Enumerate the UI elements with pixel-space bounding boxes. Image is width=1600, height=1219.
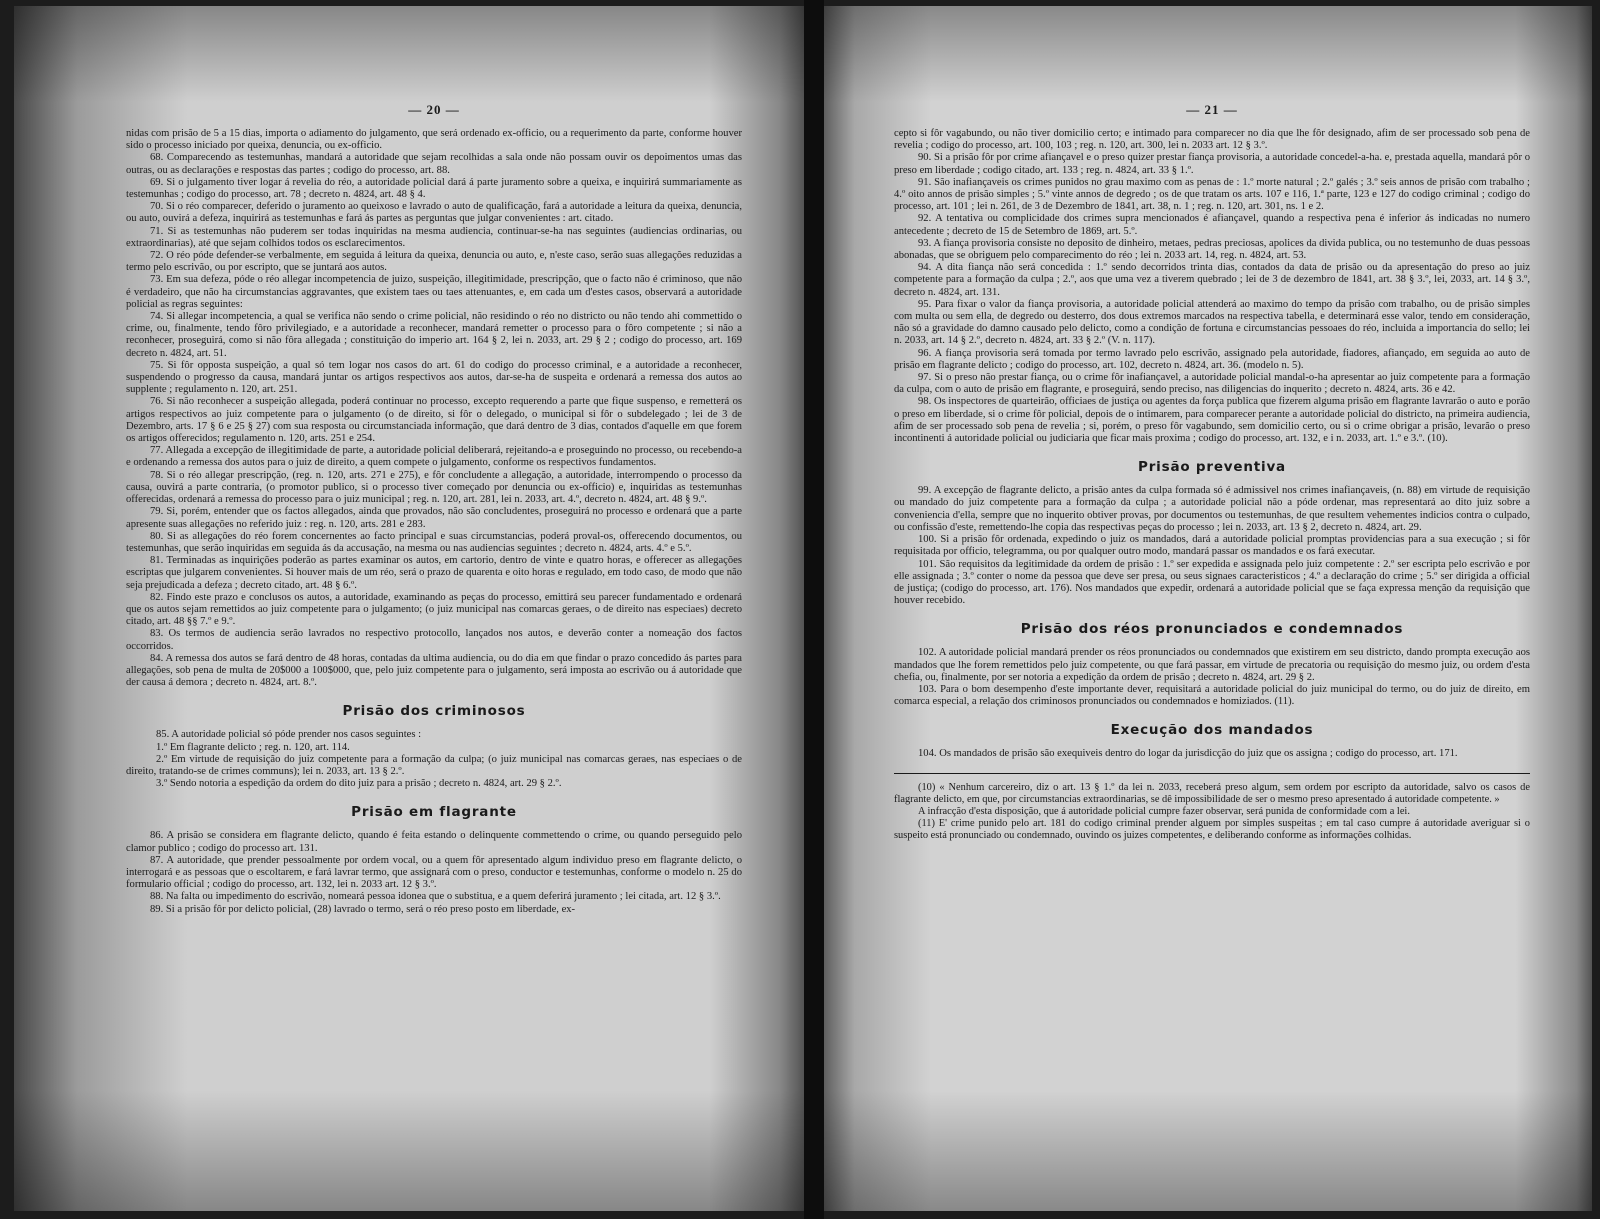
paragraph: 80. Si as allegações do réo forem concernentes ao facto principal e suas circumstancias, poderá proval-os, offerecendo documentos, ou testemunhas, que serão inquiridas em seguida ás da accusação, na mesma ou nas audiencias seguintes ; decreto n. 4824, arts. 4.º e 5.º.: [126, 530, 742, 554]
list-item: 2.º Em virtude de requisição do juiz competente para a formação da culpa; (o juiz municipal nas comarcas geraes, nas especiaes o de direito, tratando-se de crimes communs); lei n. 2033, art. 13 § 2.º.: [126, 753, 742, 777]
section-block: [126, 128, 742, 689]
paragraph: 92. A tentativa ou complicidade dos crimes supra mencionados é afiançavel, quando a respectiva pena é inferior ás indicadas no numero antecedente ; decreto de 15 de Setembro de 1869, art. 5.º.: [894, 213, 1530, 237]
paragraph: 89. Si a prisão fôr por delicto policial, (28) lavrado o termo, será o réo preso posto em liberdade, ex-: [150, 903, 576, 915]
paragraph: 95. Para fixar o valor da fiança provisoria, a autoridade policial attenderá ao maximo do tempo da prisão com trabalho, ou de prisão simples com multa ou sem ella, de degredo ou desterro, dos dous extremos marcados na respectiva tabella, e determinará esse valor, tendo em consideração, não só a gravidade do damno causado pelo delicto, como a condição de fortuna e circumstancias pessoaes do réo, incluida a importancia do sello; lei n. 2033, art. 14 § 2.º, decreto n. 4824, art. 33 § 2.º (V. n. 117).: [894, 298, 1530, 347]
paragraph: 90. Si a prisão fôr por crime afiançavel e o preso quizer prestar fiança provisoria, a autoridade concedel-a-ha. e, prestada aquella, mandará pôr o preso em liberdade ; codigo citado, art. 133 ; reg. n. 4824, art. 33 § 1.º.: [894, 152, 1530, 176]
paragraph: 93. A fiança provisoria consiste no deposito de dinheiro, metaes, pedras preciosas, apolices da divida publica, ou no testemunho de duas pessoas abonadas, que se obriguem pelo comparecimento do réo ; lei n. 2033 art. 14, reg. n. 4824, art. 53.: [894, 237, 1530, 262]
paragraph: 72. O réo póde defender-se verbalmente, em seguida á leitura da queixa, denuncia ou auto, e, n'este caso, serão suas allegações reduzidas a termo pelo escrivão, ou por escripto, que se juntará aos autos.: [126, 250, 742, 274]
paragraph: 83. Os termos de audiencia serão lavrados no respectivo protocollo, lançados nos autos, e deverão conter a nomeação dos factos occorridos.: [126, 628, 742, 652]
section-heading: Prisão preventiva: [1138, 459, 1286, 476]
section-block: [126, 729, 742, 790]
paragraph: 77. Allegada a excepção de illegitimidade de parte, a autoridade policial deliberará, rejeitando-a e proseguindo no processo, ou recebendo-a e ordenando a remessa dos autos para o juiz de direito, a quem compete o julgamento, conforme os respectivos fundamentos.: [126, 445, 742, 469]
paragraph: 78. Si o réo allegar prescripção, (reg. n. 120, arts. 271 e 275), e fôr concludente a allegação, a autoridade, interrompendo o processo da causa, ouvirá a parte contraria, (o promotor publico, si o processo tiver começado por denuncia ou ex-officio) e, inquiridas as testemunhas offerecidas, ordenará a remessa do processo para o juiz municipal ; reg. n. 120, art. 281, lei n. 2033, art. 4.º, decreto n. 4824, art. 48 § 9.º.: [126, 469, 742, 506]
paragraph: 98. Os inspectores de quarteirão, officiaes de justiça ou agentes da força publica que fizerem alguma prisão em flagrante lavrarão o auto e porão o preso em liberdade, si o crime fôr policial, depois de o intimarem, para comparecer perante a autoridade policial do districto, na primeira audiencia, afim de ser processado sob pena de revelia ; si, porém, o preso fôr vagabundo, sem domicilio certo, ou si o crime obrigar a prisão, levarão o preso incontinenti á autoridade policial ou judiciaria que ficar mais proxima ; codigo do processo, art. 132, e i n. 2033, art. 1.º e 3.º. (10).: [894, 396, 1530, 445]
paragraph: 88. Na falta ou impedimento do escrivão, nomeará pessoa idonea que o substitua, e a quem deferirá juramento ; lei citada, art. 12 § 3.º.: [150, 891, 721, 903]
section-block: [894, 647, 1530, 708]
paragraph: 74. Si allegar incompetencia, a qual se verifica não sendo o crime policial, não residindo o réo no districto ou não tendo ahi commettido o crime, ou, finalmente, tendo fôro privilegiado, e a autoridade a reconhecer, mandará remetter o processo para o fôro competente ; si não a reconhecer, proseguirá, como si não fôra allegada ; constituição do imperio art. 164 § 2, lei n. 2033, art. 29 § 2 ; codigo do processo, art. 169 decreto n. 4824, art. 51.: [126, 311, 742, 359]
paragraph: 91. São inafiançaveis os crimes punidos no grau maximo com as penas de : 1.º morte natural ; 2.º galés ; 3.º seis annos de prisão com trabalho ; 4.º oito annos de prisão simples ; 5.º vinte annos de degredo ; os de que tratam os arts. 107 e 116, 1.ª parte, 123 e 127 do codigo criminal ; codigo do processo, art. 101 ; lei n. 261, de 3 de Dezembro de 1841, art. 38, n. 1 ; reg. n. 120, art. 301, ns. 1 e 2.: [894, 176, 1530, 213]
footnote-divider: [894, 773, 1530, 774]
list-item: 3.º Sendo notoria a espedição da ordem do dito juiz para a prisão ; decreto n. 4824, art. 29 § 2.º.: [156, 778, 562, 790]
section-heading: Prisão dos criminosos: [342, 703, 526, 720]
paragraph: 86. A prisão se considera em flagrante delicto, quando é feita estando o delinquente commettendo o crime, ou quando perseguido pelo clamor publico ; codigo do processo art. 131.: [126, 830, 742, 854]
left-page: [14, 6, 804, 1211]
paragraph: 70. Si o réo comparecer, deferido o juramento ao queixoso e lavrado o auto de qualificação, fará a autoridade a leitura da queixa, denuncia, ou auto, ouvirá a defeza, inquirirá as testemunhas e fará ás partes as perguntas que julgar convenientes : art. citado.: [126, 201, 742, 225]
paragraph: 87. A autoridade, que prender pessoalmente por ordem vocal, ou a quem fôr apresentado algum individuo preso em flagrante delicto, o interrogará e as pessoas que o escoltarem, e fará lavrar termo, que assignará com o preso, conductor e testemunhas, conforme o modelo n. 25 do formulario official ; codigo do processo, art. 132, lei n. 2033 art. 12 § 3.º.: [126, 854, 742, 891]
paragraph: 103. Para o bom desempenho d'este importante dever, requisitará a autoridade policial do juiz municipal do termo, ou do juiz de direito, em comarca especial, a relação dos criminosos pronunciados ou condemnados e homiziados. (11).: [894, 683, 1530, 708]
paragraph: 81. Terminadas as inquirições poderão as partes examinar os autos, em cartorio, dentro de vinte e quatro horas, e offerecer as allegações escriptas que julgarem convenientes. Si houver mais de um réo, será o prazo de quarenta e oito horas e regulado, em todo caso, de modo que não seja prejudicada a defeza ; decreto citado, art. 48 § 6.º.: [126, 555, 742, 591]
section-block: [894, 748, 1530, 760]
footnote: (10) « Nenhum carcereiro, diz o art. 13 § 1.º da lei n. 2033, receberá preso algum, sem ordem por escripto da autoridade, salvo os casos de flagrante delicto, em que, por circumstancias extraordinarias, se dê impossibilidade de ser o mesmo preso apresentado á autoridade competente. »: [894, 781, 1530, 805]
page-number: — 21 —: [1186, 102, 1238, 117]
paragraph: 96. A fiança provisoria será tomada por termo lavrado pelo escrivão, assignado pela autoridade, fiadores, afiançado, em seguida ao auto de prisão em flagrante delicto ; codigo do processo, art. 102, decreto n. 4824, art. 36. (modelo n. 5).: [894, 347, 1530, 371]
paragraph: 102. A autoridade policial mandará prender os réos pronunciados ou condemnados que existirem em seu districto, dando prompta execução aos mandados que lhe forem remettidos pelo juiz competente, ou que fará passar, em virtude de precatoria ou requisição do mesmo juiz, ou ordem d'esta chefia, ou, finalmente, por ser notoria a expedição da ordem de prisão ; decreto n. 4824, art. 29 § 2.: [894, 647, 1530, 683]
paragraph: 75. Si fôr opposta suspeição, a qual só tem logar nos casos do art. 61 do codigo do processo criminal, e a autoridade a reconhecer, suspendendo o progresso da causa, mandará juntar os artigos respectivos aos autos, dar-se-ha de suspeita e ordenará a remessa dos autos ao supplente ; regulamento n. 120, art. 251.: [126, 359, 742, 396]
footnotes: [894, 782, 1530, 843]
page-number: — 20 —: [408, 102, 460, 117]
paragraph: cepto si fôr vagabundo, ou não tiver domicilio certo; e intimado para comparecer no dia que lhe fôr designado, afim de ser processado sob pena de revelia ; codigo do processo, art. 100, 103 ; reg. n. 120, art. 300, lei n. 2033 art. 12 § 3.º.: [894, 128, 1530, 152]
paragraph: 68. Comparecendo as testemunhas, mandará a autoridade que sejam recolhidas a sala onde não possam ouvir os depoimentos umas das outras, ou as declarações e respostas das partes ; codigo do processo, art. 88.: [126, 152, 742, 176]
paragraph: 76. Si não reconhecer a suspeição allegada, poderá continuar no processo, excepto requerendo a parte que fique suspenso, e remetterá os artigos respectivos ao juiz competente para o julgamento (o de direito, si fôr o delegado, o municipal si fôr o subdelegado ; lei de 3 de Dezembro, arts. 17 § 6 e 25 § 27) com sua resposta ou circumstanciada informação, que dará dentro de 3 dias, contados d'aquelle em que forem os artigos offerecidos; regulamento n. 120, arts. 251 e 254.: [126, 396, 742, 445]
right-page: [824, 6, 1592, 1211]
paragraph: 94. A dita fiança não será concedida : 1.º sendo decorridos trinta dias, contados da data de prisão ou da apresentação do preso ao juiz competente para a formação da culpa ; 2.º, aos que uma vez a tiverem quebrado ; lei de 3 de dezembro de 1841, art. 38 § 3.º, lei, 2033, art. 14 § 3.º, decreto n. 4824, art. 131.: [894, 262, 1530, 298]
paragraph: 79. Si, porém, entender que os factos allegados, ainda que provados, não são concludentes, proseguirá no processo e ordenará que a parte apresente suas allegações no referido juiz : reg. n. 120, arts. 281 e 283.: [126, 506, 742, 530]
paragraph: 104. Os mandados de prisão são exequiveis dentro do logar da jurisdicção do juiz que os assigna ; codigo do processo, art. 171.: [918, 748, 1458, 760]
paragraph: 82. Findo este prazo e conclusos os autos, a autoridade, examinando as peças do processo, emittirá seu parecer fundamentado e ordenará que os autos sejam remettidos ao juiz competente para o julgamento; (o juiz municipal nas comarcas geraes, o de direito nas especiaes) decreto citado, art. 48 §§ 7.º e 9.º.: [126, 591, 742, 628]
paragraph: 69. Si o julgamento tiver logar á revelia do réo, a autoridade policial dará á parte juramento sobre a queixa, e inquirirá summariamente as testemunhas ; codigo do processo, art. 78 ; decreto n. 4824, art. 48 § 4.: [126, 176, 742, 201]
section-heading: Prisão em flagrante: [351, 804, 517, 821]
paragraph: 100. Si a prisão fôr ordenada, expedindo o juiz os mandados, dará a autoridade policial promptas providencias para a sua execução ; si fôr requisitada por officio, telegramma, ou por qualquer outro modo, mandará passar os mandados e os fará executar.: [894, 534, 1530, 558]
paragraph: 97. Si o preso não prestar fiança, ou o crime fôr inafiançavel, a autoridade policial mandal-o-ha apresentar ao juiz competente para a formação da culpa, com o auto de prisão em flagrante, e proseguirá, sendo preciso, nas diligencias do inquerito ; decreto n. 4824, arts. 36 e 42.: [894, 372, 1530, 396]
footnote: (11) E' crime punido pelo art. 181 do codigo criminal prender alguem por simples suspeitas ; em tal caso cumpre á autoridade averiguar si o suspeito está pronunciado ou condemnado, ouvindo os juizes competentes, e deliberando conforme as informações colhidas.: [894, 818, 1530, 842]
footnote: A infracção d'esta disposição, que á autoridade policial cumpre fazer observar, será punida de conformidade com a lei.: [918, 805, 1410, 817]
paragraph: 101. São requisitos da legitimidade da ordem de prisão : 1.º ser expedida e assignada pelo juiz competente : 2.º ser escripta pelo escrivão e por elle assignada ; 3.º conter o nome da pessoa que deve ser presa, ou seus signaes caracteristicos ; 4.º a declaração do crime ; 5.º ser dirigida a official de justiça; (codigo do processo, art. 176). Nos mandados que expedir, ordenará a autoridade policial que se faça expressa menção da requisição que houver recebido.: [894, 558, 1530, 607]
paragraph: nidas com prisão de 5 a 15 dias, importa o adiamento do julgamento, que será ordenado ex-officio, ou a requerimento da parte, conforme houver sido o processo iniciado por queixa, denuncia, ou ex-officio.: [126, 128, 742, 152]
paragraph: 73. Em sua defeza, póde o réo allegar incompetencia de juizo, suspeição, illegitimidade, prescripção, que o facto não é criminoso, que não é verdadeiro, que não ha circumstancias aggravantes, que existem taes ou taes attenuantes, e, em cada um d'estes casos, observará a autoridade policial as regras seguintes:: [126, 274, 742, 310]
book-gutter: [804, 0, 824, 1219]
section-block: [894, 128, 1530, 445]
section-heading: Prisão dos réos pronunciados e condemnados: [1020, 621, 1404, 638]
paragraph: 85. A autoridade policial só póde prender nos casos seguintes :: [156, 729, 422, 741]
paragraph: 99. A excepção de flagrante delicto, a prisão antes da culpa formada só é admissivel nos crimes inafiançaveis, (n. 88) em virtude de requisição ou mandado do juiz competente para a formação da culpa ; a autoridade policial não a póde ordenar, mas representará ao dito juiz sobre a conveniencia d'ella, sempre que no inquerito obtiver provas, por documentos ou testemunhas, de que resultem vehementes indicios contra o culpado, ou confissão d'este, remettendo-lhe copia das respectivas peças do processo ; lei n. 2033, art. 13 § 2, decreto n. 4824, art. 29.: [894, 485, 1530, 533]
paragraph: 84. A remessa dos autos se fará dentro de 48 horas, contadas da ultima audiencia, ou do dia em que findar o prazo concedido ás partes para allegações, sob pena de multa de 20$000 a 100$000, que, pelo juiz competente para o julgamento, será imposta ao escrivão ou á autoridade que der causa á demora ; decreto n. 4824, art. 8.º.: [126, 652, 742, 689]
paragraph: 71. Si as testemunhas não puderem ser todas inquiridas na mesma audiencia, continuar-se-ha nas seguintes (audiencias ordinarias, ou extraordinarias), até que sejam colhidos todos os esclarecimentos.: [126, 225, 742, 249]
section-block: [894, 485, 1530, 607]
list-item: 1.º Em flagrante delicto ; reg. n. 120, art. 114.: [156, 741, 350, 753]
section-block: [126, 830, 742, 915]
section-heading: Execução dos mandados: [1110, 722, 1314, 739]
